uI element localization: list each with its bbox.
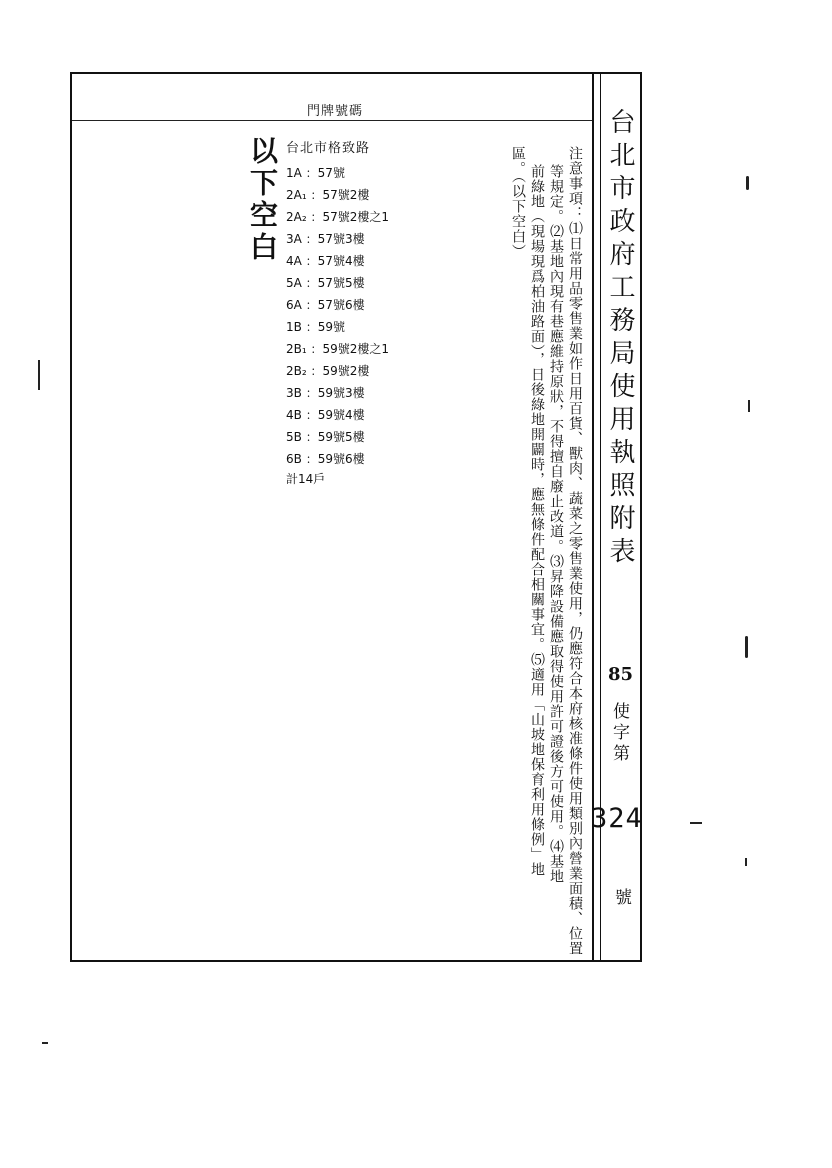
unit-address: ：59號6樓 bbox=[305, 452, 365, 466]
address-row bbox=[286, 184, 389, 206]
notes-line-2: 等規定。⑵基地內現有巷應維持原狀，不得擅自廢止改道。⑶昇降設備應取得使用許可證後方可使用。⑷基地 bbox=[548, 164, 564, 884]
unit-code: 6A bbox=[286, 298, 302, 312]
unit-code: 4A bbox=[286, 254, 302, 268]
unit-code: 1A bbox=[286, 166, 302, 180]
unit-code: 2A₂ bbox=[286, 210, 307, 224]
unit-address: ：59號5樓 bbox=[305, 430, 365, 444]
scan-mark bbox=[746, 176, 749, 190]
blank-below-mark: 以下空白 bbox=[246, 136, 279, 264]
unit-code: 6B bbox=[286, 452, 302, 466]
address-list bbox=[286, 137, 389, 487]
address-row bbox=[286, 250, 389, 272]
address-row bbox=[286, 382, 389, 404]
address-row bbox=[286, 206, 389, 228]
address-row bbox=[286, 338, 389, 360]
unit-address: ：57號6樓 bbox=[305, 298, 365, 312]
scan-mark bbox=[690, 822, 702, 824]
unit-code: 4B bbox=[286, 408, 302, 422]
unit-address: ：59號2樓之1 bbox=[310, 342, 390, 356]
column-header-door-number: 門牌號碼 bbox=[306, 104, 363, 119]
address-row bbox=[286, 272, 389, 294]
address-row bbox=[286, 162, 389, 184]
address-row bbox=[286, 448, 389, 470]
unit-address: ：59號2樓 bbox=[310, 364, 370, 378]
unit-code: 3B bbox=[286, 386, 302, 400]
unit-code: 5B bbox=[286, 430, 302, 444]
address-row bbox=[286, 426, 389, 448]
address-total: 計14戶 bbox=[286, 472, 326, 486]
notes-line-1: 注意事項：⑴日常用品零售業如作日用百貨、獸肉、蔬菜之零售業使用，仍應符合本府核准條件使用類別內營業面積、位置 bbox=[567, 146, 583, 956]
permit-prefix: 使字第 bbox=[609, 702, 629, 765]
header-rule bbox=[72, 120, 592, 121]
address-row bbox=[286, 228, 389, 250]
unit-address: ：59號 bbox=[305, 320, 345, 334]
permit-year: 85 bbox=[608, 664, 634, 685]
unit-address: ：57號3樓 bbox=[305, 232, 365, 246]
unit-code: 2A₁ bbox=[286, 188, 307, 202]
unit-address: ：57號2樓之1 bbox=[310, 210, 390, 224]
address-rows bbox=[286, 162, 389, 470]
unit-address: ：57號2樓 bbox=[310, 188, 370, 202]
notes-line-3: 前綠地（現場現爲柏油路面），日後綠地開闢時，應無條件配合相關事宜。⑸適用「山坡地保育利用條例」地 bbox=[529, 164, 545, 877]
address-row bbox=[286, 404, 389, 426]
unit-address: ：57號4樓 bbox=[305, 254, 365, 268]
unit-address: ：59號4樓 bbox=[305, 408, 365, 422]
unit-code: 3A bbox=[286, 232, 302, 246]
scan-mark bbox=[38, 360, 40, 390]
address-row bbox=[286, 316, 389, 338]
scan-mark bbox=[748, 400, 750, 412]
scan-mark bbox=[745, 636, 748, 658]
notes-line-4: 區。（以下空白） bbox=[510, 146, 526, 259]
notes-block bbox=[508, 146, 584, 956]
unit-code: 2B₂ bbox=[286, 364, 307, 378]
address-street: 台北市格致路 bbox=[286, 141, 371, 156]
scan-mark bbox=[745, 858, 747, 866]
unit-code: 5A bbox=[286, 276, 302, 290]
permit-suffix: 號 bbox=[611, 888, 631, 905]
scan-mark bbox=[42, 1042, 48, 1044]
unit-address: ：57號 bbox=[305, 166, 345, 180]
document-title: 台北市政府工務局使用執照附表 bbox=[605, 108, 635, 570]
unit-address: ：59號3樓 bbox=[305, 386, 365, 400]
unit-address: ：57號5樓 bbox=[305, 276, 365, 290]
unit-code: 2B₁ bbox=[286, 342, 307, 356]
permit-number: 324 bbox=[591, 803, 643, 834]
unit-code: 1B bbox=[286, 320, 302, 334]
address-row bbox=[286, 294, 389, 316]
address-row bbox=[286, 360, 389, 382]
